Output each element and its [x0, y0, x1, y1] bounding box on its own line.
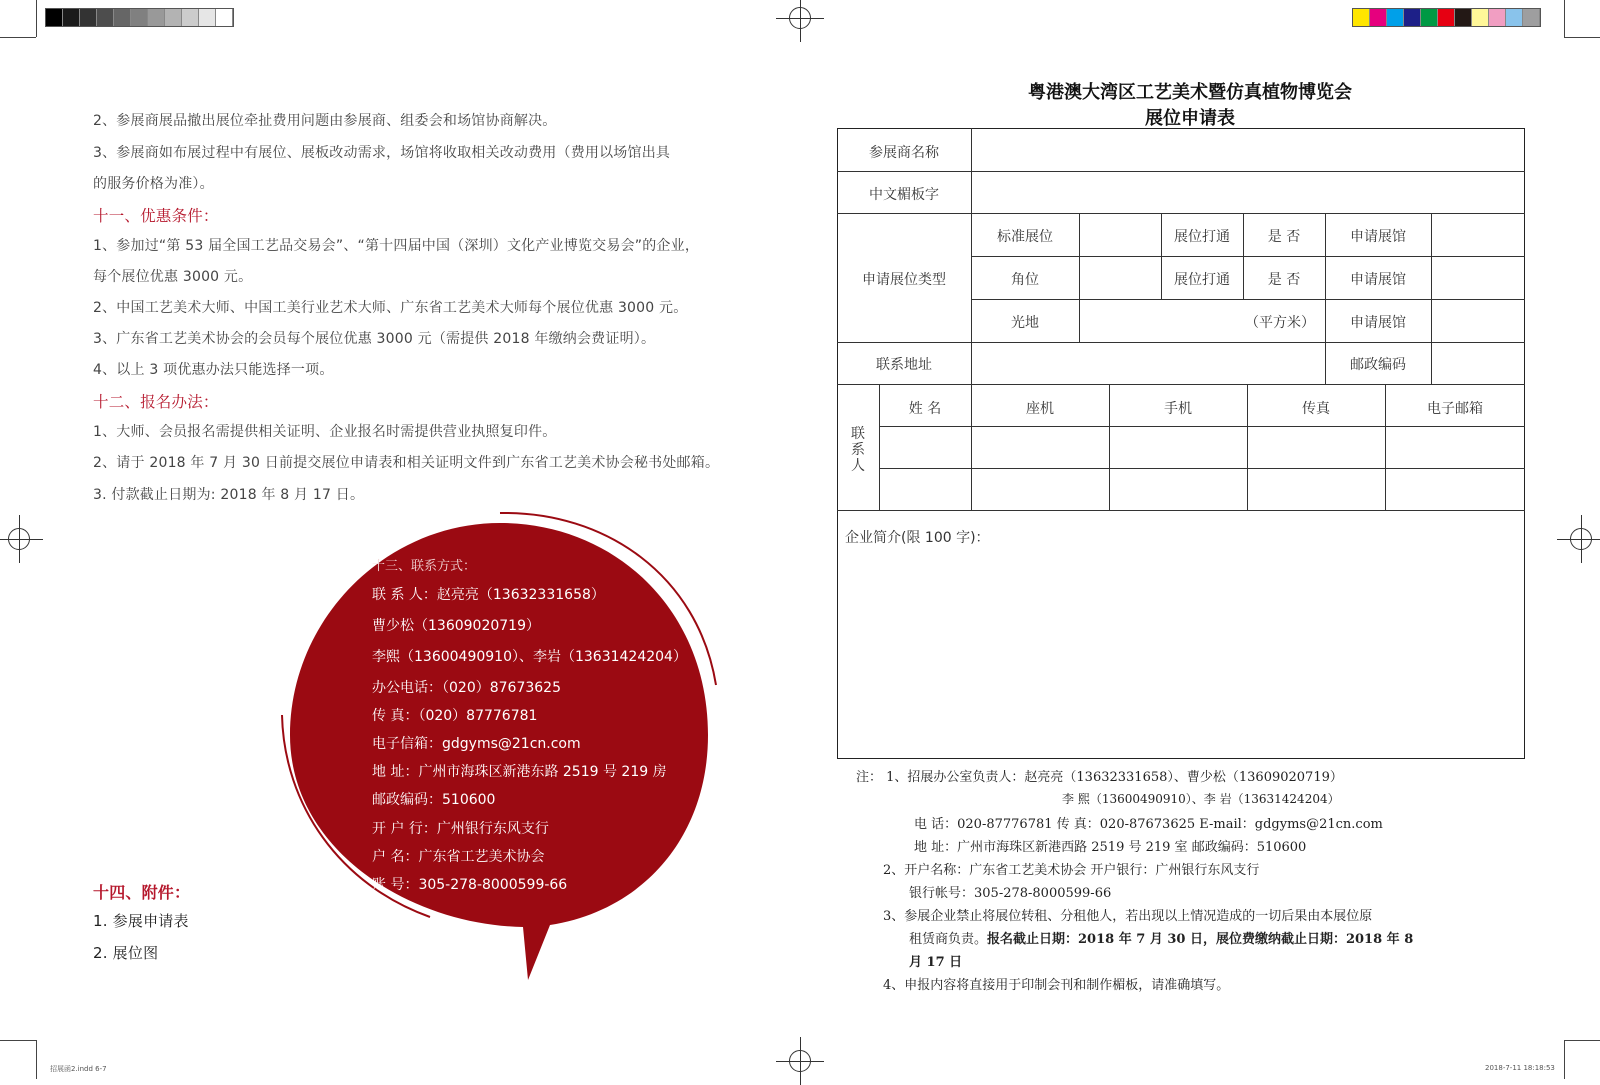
table-rule — [837, 384, 1525, 385]
text-line: 3. 付款截止日期为: 2018 年 8 月 17 日。 — [93, 487, 365, 503]
header-fax: 传真 — [1302, 401, 1330, 417]
note-line: 4、申报内容将直接用于印制会刊和制作楣板，请准确填写。 — [883, 978, 1230, 993]
table-rule — [837, 342, 1525, 343]
contact-line: 办公电话：（020）87673625 — [372, 680, 561, 696]
crop-mark — [1564, 0, 1565, 37]
note-line: 银行帐号：305-278-8000599-66 — [909, 886, 1112, 901]
note-line: 3、参展企业禁止将展位转租、分租他人，若出现以上情况造成的一切后果由本展位原 — [883, 909, 1373, 924]
table-rule — [1385, 384, 1386, 510]
registration-mark-icon — [8, 528, 30, 550]
contact-line: 联 系 人：赵亮亮（13632331658） — [372, 587, 605, 603]
registration-mark-icon — [789, 7, 811, 29]
crop-mark — [36, 1040, 37, 1079]
contact-line: 曹少松（13609020719） — [372, 618, 540, 634]
contact-line: 电子信箱：gdgyms@21cn.com — [372, 736, 581, 752]
table-rule — [971, 299, 1525, 300]
label-sqm: （平方米） — [1245, 315, 1315, 331]
header-name: 姓 名 — [908, 401, 942, 417]
note-line: 月 17 日 — [909, 955, 963, 970]
label-apply-hall: 申请展馆 — [1350, 229, 1406, 245]
contact-heading: 十三、联系方式： — [372, 559, 477, 574]
gray-swatch — [63, 9, 80, 26]
attachment-item: 1. 参展申请表 — [93, 912, 189, 930]
header-mobile: 手机 — [1164, 401, 1192, 417]
table-rule — [1109, 384, 1110, 510]
contact-line: 传 真：（020）87776781 — [372, 708, 538, 724]
footer-filename: 招展函2.indd 6-7 — [50, 1065, 107, 1073]
gray-swatch — [182, 9, 199, 26]
section-14-heading: 十四、附件： — [93, 883, 191, 902]
gray-swatch — [148, 9, 165, 26]
label-apply-hall: 申请展馆 — [1350, 272, 1406, 288]
color-swatch — [1370, 9, 1387, 26]
contact-speech-bubble — [270, 505, 730, 1005]
color-swatch — [1387, 9, 1404, 26]
text-line: 2、中国工艺美术大师、中国工美行业艺术大师、广东省工艺美术大师每个展位优惠 3000 元。 — [93, 300, 688, 316]
contact-line: 户 名：广东省工艺美术协会 — [372, 849, 545, 865]
text-line: 1、大师、会员报名需提供相关证明、企业报名时需提供营业执照复印件。 — [93, 424, 557, 440]
contact-line: 开 户 行：广州银行东风支行 — [372, 821, 549, 837]
text-line: 的服务价格为准）。 — [93, 176, 214, 192]
gray-swatch — [97, 9, 114, 26]
label-booth-type: 申请展位类型 — [862, 272, 946, 288]
label-chinese-board: 中文楣板字 — [869, 187, 939, 203]
gray-swatch — [46, 9, 63, 26]
label-address: 联系地址 — [876, 357, 932, 373]
label-postcode: 邮政编码 — [1350, 357, 1406, 373]
color-swatch — [1455, 9, 1472, 26]
table-rule — [1079, 213, 1080, 299]
contact-line: 邮政编码：510600 — [372, 792, 496, 808]
text-line: 3、广东省工艺美术协会的会员每个展位优惠 3000 元（需提供 2018 年缴纳会费证明）。 — [93, 331, 656, 347]
yes-no-option[interactable]: 是 否 — [1267, 272, 1301, 288]
table-rule — [1079, 299, 1080, 342]
note-text: 租赁商负责。 — [909, 932, 988, 947]
table-rule — [1431, 213, 1432, 384]
table-rule — [837, 213, 1525, 214]
color-swatch — [1523, 9, 1540, 26]
contact-line: 地 址：广州市海珠区新港东路 2519 号 219 房 — [372, 764, 667, 780]
note-line: 2、开户名称：广东省工艺美术协会 开户银行：广州银行东风支行 — [883, 863, 1260, 878]
label-corner: 角位 — [1011, 272, 1039, 288]
table-rule — [1325, 213, 1326, 384]
cmyk-color-bar — [1352, 8, 1541, 27]
text-line: 2、请于 2018 年 7 月 30 日前提交展位申请表和相关证明文件到广东省工艺美术协会秘书处邮箱。 — [93, 455, 720, 471]
header-email: 电子邮箱 — [1427, 401, 1483, 417]
table-rule — [971, 384, 972, 510]
color-swatch — [1404, 9, 1421, 26]
gray-swatch — [165, 9, 182, 26]
gray-swatch — [199, 9, 216, 26]
label-company-intro: 企业简介(限 100 字)： — [845, 530, 990, 546]
label-apply-hall: 申请展馆 — [1350, 315, 1406, 331]
color-swatch — [1472, 9, 1489, 26]
gray-swatch — [114, 9, 131, 26]
color-swatch — [1353, 9, 1370, 26]
note-line: 注： 1、招展办公室负责人：赵亮亮（13632331658）、曹少松（13609020719） — [856, 770, 1343, 785]
section-11-heading: 十一、优惠条件： — [93, 207, 219, 225]
note-line: 地 址：广州市海珠区新港西路 2519 号 219 室 邮政编码：510600 — [914, 840, 1307, 855]
gray-color-bar — [45, 8, 234, 27]
table-rule — [971, 256, 1525, 257]
form-subtitle: 展位申请表 — [1145, 108, 1235, 129]
gray-swatch — [216, 9, 233, 26]
note-line — [909, 928, 1413, 947]
text-line: 1、参加过“第 53 届全国工艺品交易会”、“第十四届中国（深圳）文化产业博览交易会”的企业， — [93, 238, 700, 254]
crop-mark — [0, 1040, 36, 1041]
yes-no-option[interactable]: 是 否 — [1267, 229, 1301, 245]
crop-mark — [36, 0, 37, 37]
footer-timestamp: 2018-7-11 18:18:53 — [1485, 1064, 1555, 1072]
contact-line: 李熙（13600490910）、李岩（13631424204） — [372, 649, 687, 665]
color-swatch — [1438, 9, 1455, 26]
attachment-item: 2. 展位图 — [93, 944, 159, 962]
crop-mark — [1564, 1040, 1565, 1079]
registration-mark-icon — [1570, 528, 1592, 550]
color-swatch — [1421, 9, 1438, 26]
note-line: 电 话：020-87776781 传 真：020-87673625 E-mail：gdgyms@21cn.com — [914, 817, 1383, 832]
color-swatch — [1489, 9, 1506, 26]
table-rule — [1161, 213, 1162, 299]
form-title: 粤港澳大湾区工艺美术暨仿真植物博览会 — [1028, 82, 1352, 103]
text-line: 2、参展商展品撤出展位牵扯费用问题由参展商、组委会和场馆协商解决。 — [93, 113, 557, 129]
application-form-table — [837, 128, 1525, 759]
label-contact: 联 系 人 — [851, 426, 865, 474]
text-line: 3、参展商如布展过程中有展位、展板改动需求，场馆将收取相关改动费用（费用以场馆出具 — [93, 145, 671, 161]
table-rule — [879, 384, 880, 510]
table-rule — [837, 171, 1525, 172]
deadline-text: 报名截止日期：2018 年 7 月 30 日，展位费缴纳截止日期：2018 年 8 — [987, 932, 1414, 947]
registration-mark-icon — [789, 1050, 811, 1072]
table-rule — [971, 128, 972, 384]
note-line: 李 熙（13600490910）、李 岩（13631424204） — [1062, 792, 1340, 806]
label-standard-booth: 标准展位 — [997, 229, 1053, 245]
label-exhibitor-name: 参展商名称 — [869, 145, 939, 161]
header-landline: 座机 — [1026, 401, 1054, 417]
text-line: 每个展位优惠 3000 元。 — [93, 269, 253, 285]
table-rule — [879, 468, 1525, 469]
gray-swatch — [80, 9, 97, 26]
color-swatch — [1506, 9, 1523, 26]
table-rule — [1247, 384, 1248, 510]
table-rule — [1243, 213, 1244, 299]
text-line: 4、以上 3 项优惠办法只能选择一项。 — [93, 362, 334, 378]
label-booth-open: 展位打通 — [1174, 229, 1230, 245]
gray-swatch — [131, 9, 148, 26]
label-booth-open: 展位打通 — [1174, 272, 1230, 288]
crop-mark — [1564, 37, 1600, 38]
table-rule — [837, 510, 1525, 511]
crop-mark — [1564, 1040, 1600, 1041]
label-open-space: 光地 — [1011, 315, 1039, 331]
table-rule — [879, 426, 1525, 427]
section-12-heading: 十二、报名办法： — [93, 393, 219, 411]
contact-line: 账 号：305-278-8000599-66 — [372, 877, 568, 893]
crop-mark — [0, 37, 36, 38]
